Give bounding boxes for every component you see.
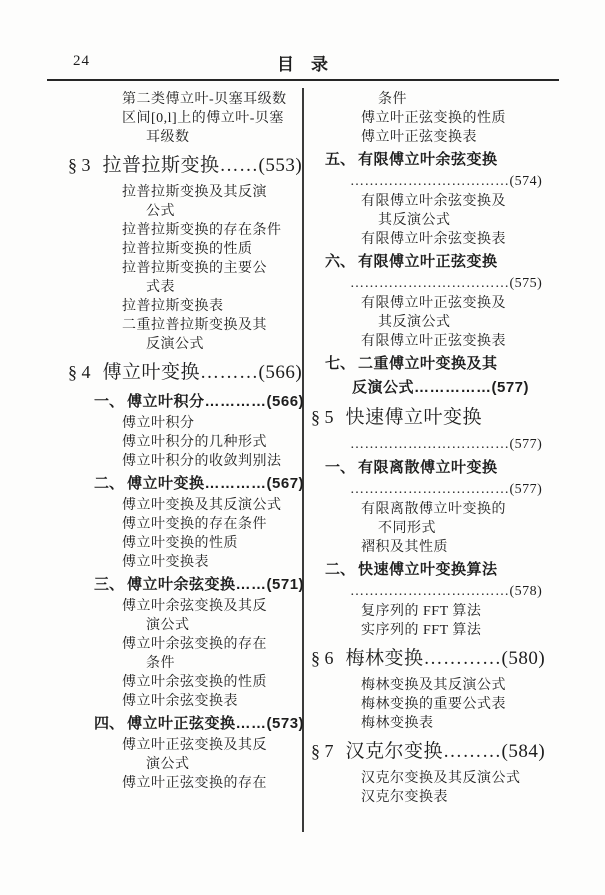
toc-line [60,635,302,654]
toc-line [60,712,305,735]
toc-line-text: 第二类傅立叶-贝塞耳级数 [122,92,287,107]
toc-line [306,435,564,455]
toc-column-left [60,90,305,793]
toc-line [60,573,305,596]
toc-line-text: 拉普拉斯变换的主要公 [122,261,267,276]
toc-line-text: 傅立叶余弦变换及其反 [122,599,267,614]
toc-line [306,788,564,807]
toc-line [60,472,305,495]
toc-line-text: 有限傅立叶正弦变换及 [361,296,506,311]
toc-line-text: 不同形式 [378,521,436,536]
toc-line-prefix: 六、 [325,253,356,270]
toc-line-text: 快速傅立叶变换算法 [358,561,498,578]
toc-line [60,259,302,278]
page-number: 24 [73,53,90,69]
toc-line [60,202,302,221]
toc-line [306,621,564,640]
toc-line-prefix: 七、 [325,355,356,372]
toc-line [60,109,302,128]
toc-line-text: 傅立叶余弦变换的存在 [122,637,267,652]
toc-line [306,538,564,557]
toc-line-text: 拉普拉斯变换……(553) [102,155,303,176]
toc-line-text: 有限傅立叶正弦变换表 [361,334,506,349]
toc-line [306,313,564,332]
toc-line [306,148,564,171]
toc-line [306,500,564,519]
toc-column-right [306,90,564,807]
toc-line-text: 二重拉普拉斯变换及其 [122,318,267,333]
toc-line [306,274,564,294]
toc-line [60,151,302,180]
toc-line-text: 傅立叶变换表 [122,555,209,570]
toc-line-text: 梅林变换的重要公式表 [361,697,506,712]
toc-line-text: 演公式 [146,757,190,772]
toc-line-text: ……………………………(575) [350,276,543,291]
toc-line-text: 梅林变换…………(580) [345,648,546,669]
toc-line [60,90,302,109]
toc-line-text: 褶积及其性质 [361,540,448,555]
toc-line-text: 条件 [146,656,175,671]
toc-line [60,496,302,515]
toc-line [306,90,564,109]
toc-line-prefix: 二、 [325,561,356,578]
toc-line-text: 汉克尔变换及其反演公式 [361,771,521,786]
toc-line-text: 傅立叶变换的存在条件 [122,517,267,532]
toc-line [60,692,302,711]
toc-line-text: 式表 [146,280,175,295]
toc-line-text: 有限傅立叶余弦变换及 [361,194,506,209]
toc-line-text: 拉普拉斯变换及其反演 [122,185,267,200]
toc-line-text: 傅立叶正弦变换表 [361,130,477,145]
toc-line-text: 梅林变换表 [361,716,434,731]
toc-line-text: 傅立叶正弦变换的存在 [122,776,267,791]
toc-line [306,519,564,538]
toc-line [60,183,302,202]
toc-line [306,582,564,602]
toc-line-text: 区间[0,l]上的傅立叶-贝塞 [122,111,284,126]
toc-line [60,128,302,147]
toc-line [60,755,302,774]
toc-line-prefix: 一、 [325,459,356,476]
toc-line [60,297,302,316]
toc-line [60,654,302,673]
toc-line-text: ……………………………(577) [350,482,543,497]
toc-line-text: 傅立叶积分的收敛判别法 [122,454,282,469]
toc-line-text: ……………………………(578) [350,584,543,599]
toc-line-text: 有限离散傅立叶变换 [358,459,498,476]
toc-line [306,294,564,313]
toc-line-text: 傅立叶变换………(566) [102,362,303,383]
toc-line-text: 有限傅立叶正弦变换 [358,253,498,270]
toc-line [306,109,564,128]
toc-line [60,390,305,413]
toc-line [306,192,564,211]
toc-line [60,673,302,692]
toc-line-text: 耳级数 [146,130,190,145]
toc-line-prefix: § 3 [68,155,91,175]
toc-line [306,602,564,621]
toc-line-text: 有限傅立叶余弦变换表 [361,232,506,247]
toc-line-text: 傅立叶正弦变换的性质 [361,111,506,126]
toc-line-text: 反演公式……………(577) [352,379,530,396]
toc-line-text: 傅立叶余弦变换……(571) [127,576,305,593]
toc-line-text: 拉普拉斯变换的性质 [122,242,253,257]
toc-line [306,172,564,192]
toc-line [60,452,302,471]
toc-line [60,534,302,553]
toc-line-prefix: § 6 [311,648,334,668]
toc-line [306,352,564,375]
toc-line-text: ……………………………(574) [350,174,543,189]
toc-line-text: 傅立叶正弦变换……(573) [127,715,305,732]
toc-line-text: 傅立叶余弦变换的性质 [122,675,267,690]
toc-line-text: 傅立叶变换的性质 [122,536,238,551]
toc-line [60,433,302,452]
toc-line [306,714,564,733]
toc-line [306,250,564,273]
toc-line-text: 其反演公式 [378,213,451,228]
toc-line-text: 汉克尔变换表 [361,790,448,805]
toc-line-prefix: 五、 [325,151,356,168]
toc-line [306,128,564,147]
toc-line-prefix: 三、 [94,576,125,593]
toc-line-text: ……………………………(577) [350,437,543,452]
toc-line-prefix: § 4 [68,362,91,382]
page-title: 目 录 [277,55,328,74]
toc-line-text: 傅立叶余弦变换表 [122,694,238,709]
toc-line-text: 傅立叶积分的几种形式 [122,435,267,450]
toc-line [306,211,564,230]
toc-line [60,316,302,335]
toc-line-prefix: 一、 [94,393,125,410]
toc-line [60,515,302,534]
toc-line-text: 傅立叶积分 [122,416,195,431]
header-rule [47,79,559,81]
toc-line-prefix: § 5 [311,407,334,427]
toc-line [60,335,302,354]
toc-line-text: 有限傅立叶余弦变换 [358,151,498,168]
toc-line [60,240,302,259]
toc-line [60,414,302,433]
toc-line [306,403,564,432]
toc-line-text: 其反演公式 [378,315,451,330]
toc-line-text: 公式 [146,204,175,219]
toc-line [60,278,302,297]
toc-line-text: 拉普拉斯变换的存在条件 [122,223,282,238]
toc-line-text: 傅立叶积分…………(566) [127,393,305,410]
toc-line-text: 实序列的 FFT 算法 [361,623,482,638]
toc-line-text: 反演公式 [146,337,204,352]
toc-line-prefix: 二、 [94,475,125,492]
toc-line [306,644,564,673]
toc-line [306,695,564,714]
toc-line-text: 傅立叶正弦变换及其反 [122,738,267,753]
toc-line-text: 拉普拉斯变换表 [122,299,224,314]
toc-line-text: 条件 [378,92,407,107]
toc-line-text: 梅林变换及其反演公式 [361,678,506,693]
toc-line [306,769,564,788]
toc-line [306,456,564,479]
toc-line [306,737,564,766]
toc-line [60,597,302,616]
toc-line-text: 傅立叶变换…………(567) [127,475,305,492]
toc-line-text: 快速傅立叶变换 [345,407,483,428]
toc-line [306,558,564,581]
toc-line [306,676,564,695]
toc-line [60,358,302,387]
toc-line [306,376,564,399]
toc-line-prefix: 四、 [94,715,125,732]
toc-line-text: 复序列的 FFT 算法 [361,604,482,619]
toc-line-prefix: § 7 [311,741,334,761]
toc-line [60,221,302,240]
toc-line [60,736,302,755]
toc-line-text: 汉克尔变换………(584) [345,741,546,762]
toc-line [60,616,302,635]
toc-line-text: 二重傅立叶变换及其 [358,355,498,372]
toc-line-text: 演公式 [146,618,190,633]
toc-line [60,774,302,793]
toc-line [306,332,564,351]
toc-line [60,553,302,572]
toc-line-text: 有限离散傅立叶变换的 [361,502,506,517]
toc-line [306,230,564,249]
toc-line-text: 傅立叶变换及其反演公式 [122,498,282,513]
toc-line [306,480,564,500]
